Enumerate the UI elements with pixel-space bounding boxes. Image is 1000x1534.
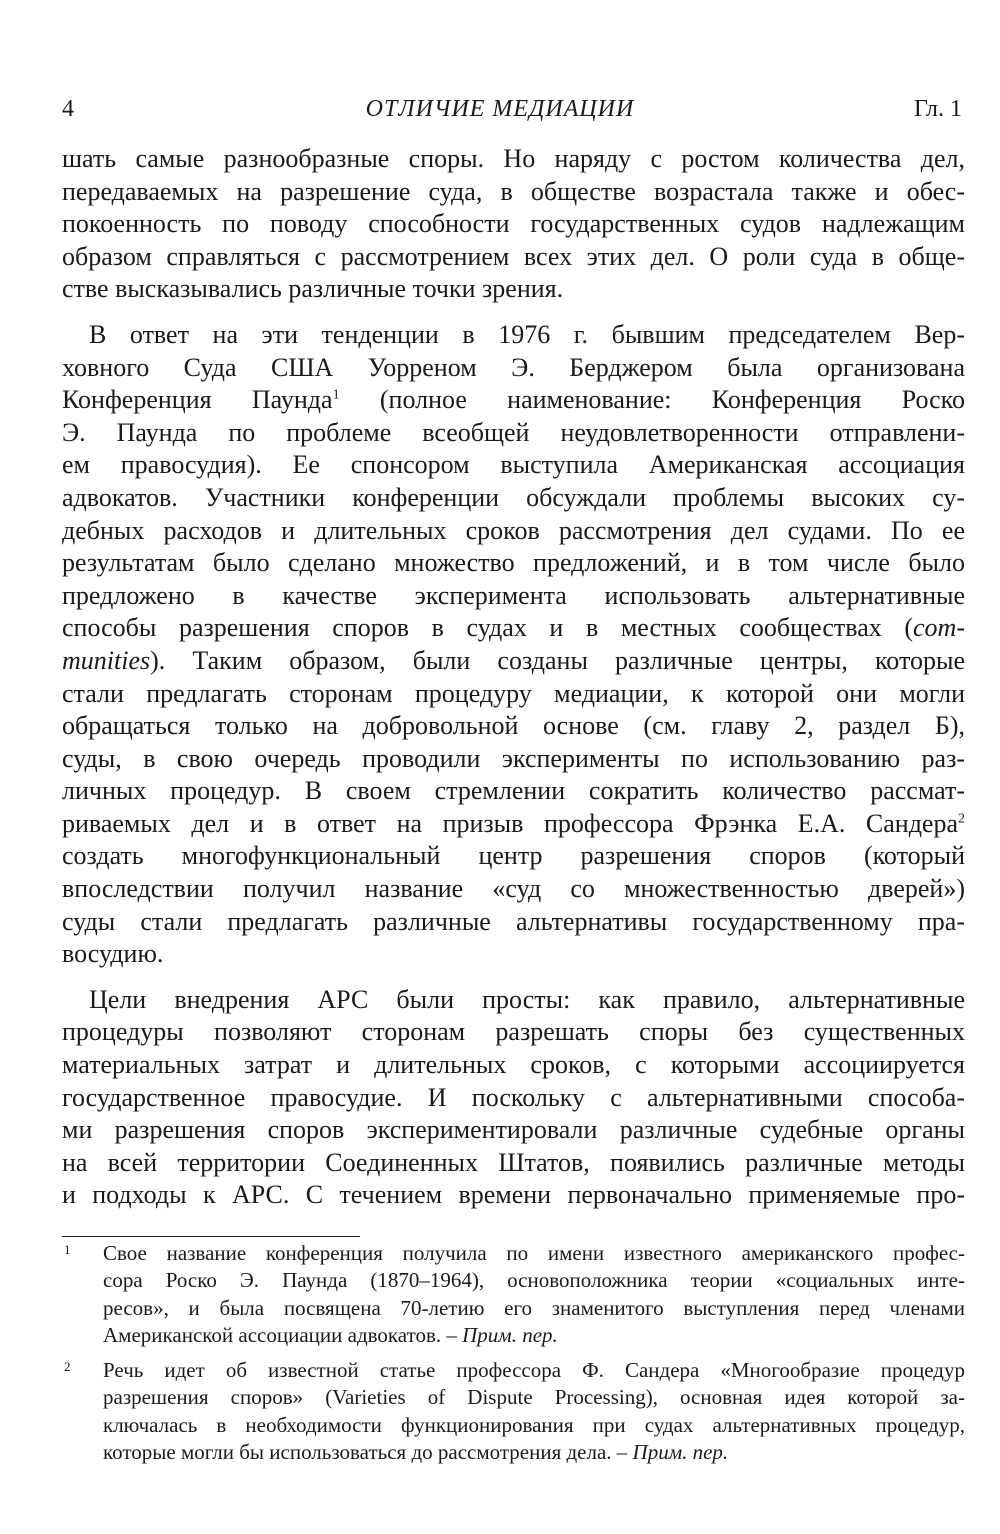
text-segment: сора Роско Э. Паунда (1870–1964), основоположника теории «социальных инте- <box>103 1268 965 1293</box>
text-line <box>62 710 965 743</box>
text-segment: образом справляться с рассмотрением всех этих дел. О роли суда в обще- <box>62 241 965 271</box>
text-segment: Речь идет об известной статье профессора Ф. Сандера «Многообразие процедур <box>103 1358 965 1383</box>
text-segment: ресов», и была посвящена 70-летию его знаменитого выступления перед членами <box>103 1295 965 1320</box>
text-segment: Цели внедрения АРС были просты: как правило, альтернативные <box>89 984 965 1014</box>
text-line <box>103 1267 965 1294</box>
text-segment: разрешения споров» (Varieties of Dispute Processing), основная идея которой за- <box>103 1385 965 1410</box>
text-line <box>62 384 965 417</box>
text-segment: шать самые разнообразные споры. Но наряду с ростом количества дел, <box>62 144 965 173</box>
footnote-reference[interactable]: 1 <box>332 387 340 403</box>
footnote <box>62 1240 965 1349</box>
text-line <box>103 1240 965 1267</box>
text-line <box>62 417 965 450</box>
text-segment: и подходы к АРС. С течением времени первоначально применяемые про- <box>62 1180 965 1210</box>
text-segment: ключалась в необходимости функционирования при судах альтернативных процедур, <box>103 1412 965 1437</box>
footnote-divider <box>62 1236 360 1237</box>
text-line <box>103 1322 965 1349</box>
page-number: 4 <box>62 96 74 122</box>
running-title: ОТЛИЧИЕ МЕДИАЦИИ <box>365 96 635 122</box>
text-line <box>103 1384 965 1411</box>
text-segment: com- <box>913 613 965 643</box>
text-segment: ). Таким образом, были созданы различные центры, которые <box>150 645 965 675</box>
text-line <box>103 1357 965 1384</box>
text-line <box>62 612 965 645</box>
footnote-number: 2 <box>64 1359 71 1375</box>
text-line <box>62 319 965 352</box>
text-segment: В ответ на эти тенденции в 1976 г. бывшим председателем Вер- <box>89 319 965 349</box>
text-segment: которые могли бы использоваться до рассмотрения дела. – <box>103 1440 633 1465</box>
text-line <box>62 208 965 241</box>
text-line <box>62 273 965 306</box>
text-segment: передаваемых на разрешение суда, в обществе возрастала также и обес- <box>62 176 965 206</box>
text-segment: стали предлагать сторонам процедуру медиации, к которой они могли <box>62 678 965 708</box>
text-line <box>62 984 965 1017</box>
text-line <box>103 1412 965 1439</box>
text-line <box>62 143 965 176</box>
text-segment: ем правосудия). Ее спонсором выступила Американская ассоциация <box>62 450 965 480</box>
footnote-reference[interactable]: 2 <box>958 811 965 827</box>
text-segment: Конференция Паунда <box>62 385 333 415</box>
text-segment: способы разрешения споров в судах и в местных сообществах ( <box>62 613 914 643</box>
text-line <box>62 547 965 580</box>
text-segment: предложено в качестве эксперимента использовать альтернативные <box>62 580 965 610</box>
text-line <box>103 1439 965 1466</box>
text-line <box>62 352 965 385</box>
text-segment: munities <box>62 645 151 675</box>
body-text <box>62 143 965 1212</box>
text-line <box>62 241 965 274</box>
text-segment: на всей территории Соединенных Штатов, появились различные методы <box>62 1147 965 1177</box>
text-line <box>103 1295 965 1322</box>
text-line <box>62 1114 965 1147</box>
text-line <box>62 1016 965 1049</box>
text-line <box>62 743 965 776</box>
text-line <box>62 775 965 808</box>
text-segment: обращаться только на добровольной основе (см. главу 2, раздел Б), <box>62 711 965 741</box>
text-segment: материальных затрат и длительных сроков, с которыми ассоциируется <box>62 1050 965 1080</box>
text-segment: суды, в свою очередь проводили эксперименты по использованию раз- <box>62 743 965 773</box>
text-segment: ми разрешения споров экспериментировали различные судебные органы <box>62 1115 965 1145</box>
text-segment: риваемых дел и в ответ на призыв профессора Фрэнка Е.А. Сандера <box>62 808 958 838</box>
text-segment: Американской ассоциации адвокатов. – <box>103 1322 463 1347</box>
text-line <box>62 449 965 482</box>
footnote-number: 1 <box>64 1242 71 1257</box>
text-segment: адвокатов. Участники конференции обсуждали проблемы высоких су- <box>62 482 965 512</box>
text-segment: процедуры позволяют сторонам разрешать споры без существенных <box>62 1017 965 1047</box>
text-segment: создать многофункциональный центр разрешения споров (который <box>62 841 965 871</box>
text-line <box>62 580 965 613</box>
text-segment: покоенность по поводу способности государственных судов надлежащим <box>62 209 965 239</box>
text-line <box>62 482 965 515</box>
text-segment: результатам было сделано множество предложений, и в том числе было <box>62 548 965 578</box>
text-line <box>62 515 965 548</box>
footnotes <box>62 1240 965 1466</box>
text-line <box>62 1179 965 1212</box>
text-segment: (полное наименование: Конференция Роско <box>339 385 965 415</box>
text-line <box>62 840 965 873</box>
text-line <box>62 938 965 971</box>
text-line <box>62 176 965 209</box>
text-segment: государственное правосудие. И поскольку с альтернативными способа- <box>62 1082 965 1112</box>
text-segment: ховного Суда США Уорреном Э. Берджером была организована <box>62 352 965 382</box>
text-segment: суды стали предлагать различные альтернативы государственному пра- <box>62 906 965 936</box>
text-line <box>62 873 965 906</box>
text-segment: стве высказывались различные точки зрения. <box>62 274 564 304</box>
chapter-label: Гл. 1 <box>913 96 962 122</box>
text-line <box>62 678 965 711</box>
text-line <box>62 906 965 939</box>
text-line <box>62 1049 965 1082</box>
text-segment: Прим. пер. <box>632 1440 729 1465</box>
text-segment: восудию. <box>62 939 164 969</box>
paragraph <box>62 984 965 1212</box>
text-line <box>62 1147 965 1180</box>
text-segment: дебных расходов и длительных сроков рассмотрения дел судами. По ее <box>62 515 965 545</box>
text-segment: личных процедур. В своем стремлении сократить количество рассмат- <box>62 776 965 806</box>
text-line <box>62 645 965 678</box>
paragraph <box>62 143 965 306</box>
text-segment: Э. Паунда по проблеме всеобщей неудовлетворенности отправлени- <box>62 417 965 447</box>
text-line <box>62 808 965 841</box>
text-segment: Прим. пер. <box>462 1322 558 1347</box>
text-line <box>62 1082 965 1115</box>
text-segment: Свое название конференция получила по имени известного американского профес- <box>103 1241 965 1265</box>
footnote <box>62 1357 965 1466</box>
paragraph <box>62 319 965 971</box>
text-segment: впоследствии получил название «суд со множественностью дверей») <box>62 874 965 904</box>
